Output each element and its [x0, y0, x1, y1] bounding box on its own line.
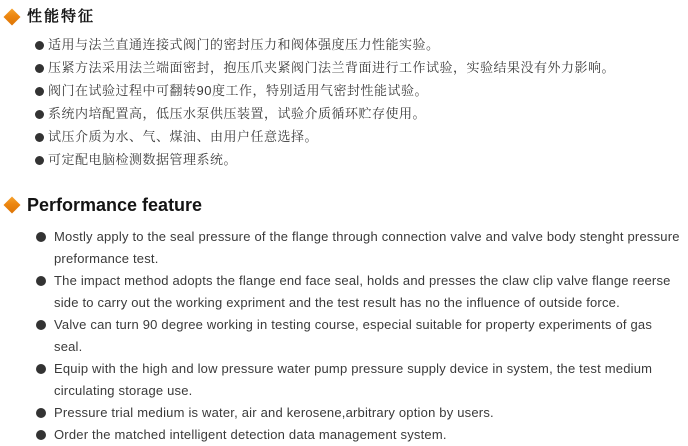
list-item-text: Order the matched intelligent detection data management system.: [54, 427, 447, 442]
list-item: [35, 105, 686, 123]
list-item-text: 试压介质为水、气、煤油、由用户任意选择。: [48, 129, 319, 144]
diamond-icon: [4, 197, 21, 214]
bullet-icon: [36, 364, 46, 374]
list-item: [36, 402, 684, 424]
bullet-icon: [35, 110, 44, 119]
list-item: [35, 59, 686, 77]
list-item-text: 可定配电脑检测数据管理系统。: [48, 152, 238, 167]
list-item-text: 阀门在试验过程中可翻转90度工作，特别适用气密封性能试验。: [48, 83, 428, 98]
list-item-text: Equip with the high and low pressure water pump pressure supply device in system, the test medium circulating storage use.: [54, 361, 653, 398]
cn-section-heading: [2, 7, 686, 27]
list-item: [35, 151, 686, 169]
en-feature-list: [36, 226, 684, 446]
list-item: [36, 314, 684, 358]
list-item-text: The impact method adopts the flange end face seal, holds and presses the claw clip valve flange reerse side to carry out the working expriment and the test result has no the influence of outside force.: [54, 273, 671, 310]
bullet-icon: [36, 232, 46, 242]
en-section-heading: [2, 194, 686, 216]
diamond-icon: [4, 9, 21, 26]
list-item: [35, 36, 686, 54]
section-title-cn: 性能特征: [27, 8, 96, 25]
list-item-text: Mostly apply to the seal pressure of the flange through connection valve and valve body stenght pressure preformance test.: [54, 229, 680, 266]
list-item: [35, 128, 686, 146]
list-item-text: 系统内培配置高，低压水泵供压装置，试验介质循环贮存使用。: [48, 106, 427, 121]
bullet-icon: [36, 276, 46, 286]
list-item: [35, 82, 686, 100]
bullet-icon: [35, 87, 44, 96]
list-item: [36, 226, 684, 270]
bullet-icon: [35, 41, 44, 50]
list-item: [36, 358, 684, 402]
bullet-icon: [36, 408, 46, 418]
list-item: [36, 424, 684, 446]
list-item-text: 适用与法兰直通连接式阀门的密封压力和阀体强度压力性能实验。: [48, 37, 440, 52]
list-item-text: Pressure trial medium is water, air and kerosene,arbitrary option by users.: [54, 405, 494, 420]
bullet-icon: [36, 320, 46, 330]
bullet-icon: [35, 156, 44, 165]
section-performance-cn: [2, 7, 686, 169]
bullet-icon: [35, 64, 44, 73]
bullet-icon: [36, 430, 46, 440]
bullet-icon: [35, 133, 44, 142]
section-performance-en: [2, 194, 686, 446]
list-item: [36, 270, 684, 314]
list-item-text: Valve can turn 90 degree working in testing course, especial suitable for property experiments of gas seal.: [54, 317, 653, 354]
list-item-text: 压紧方法采用法兰端面密封，抱压爪夹紧阀门法兰背面进行工作试验，实验结果没有外力影响。: [48, 60, 616, 75]
section-title-en: Performance feature: [27, 195, 203, 215]
cn-feature-list: [35, 36, 686, 169]
